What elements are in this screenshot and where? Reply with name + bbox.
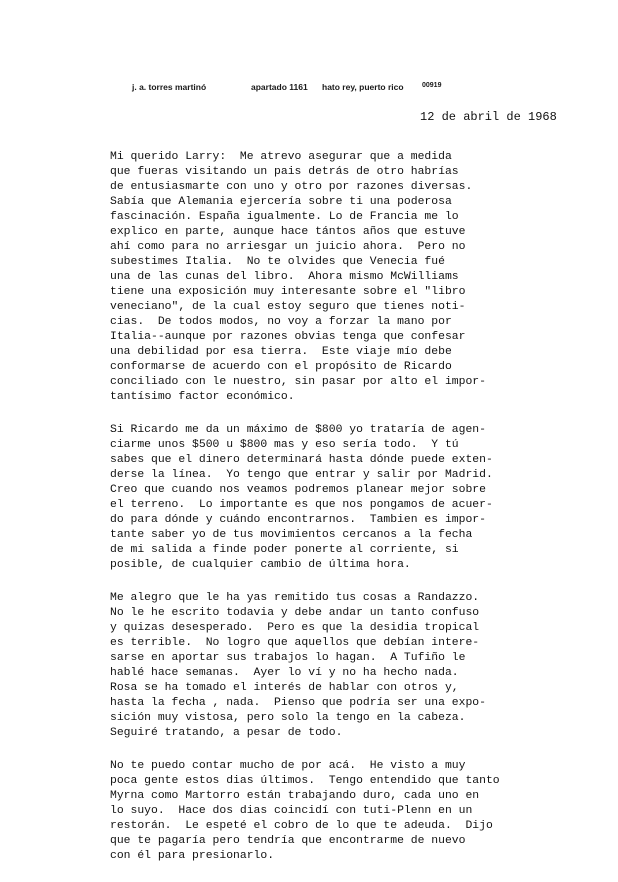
letter-line: restorán. Le espeté el cobro de lo que te adeuda. Dijo [110,820,493,832]
letter-line: una de las cunas del libro. Ahora mismo McWilliams [110,271,459,283]
letter-line: fascinación. España igualmente. Lo de Francia me lo [110,211,459,223]
letter-line: posible, de cualquier cambio de última hora. [110,559,411,571]
letter-line: Rosa se ha tomado el interés de hablar con otros y, [110,682,459,694]
letter-line: es terrible. No logro que aquellos que debían intere- [110,637,480,649]
letter-line: hablé hace semanas. Ayer lo ví y no ha hecho nada. [110,667,459,679]
letter-line: y quizas desesperado. Pero es que la desidia tropical [110,622,480,634]
letter-paragraph [110,759,580,864]
letter-line: de mi salida a finde poder ponerte al corriente, si [110,544,459,556]
letter-line: con él para presionarlo. [110,850,275,862]
letter-line: lo suyo. Hace dos dias coincidí con tuti-Plenn en un [110,805,473,817]
letter-line: que te pagaría pero tendría que encontrarme de nuevo [110,835,466,847]
letter-line: derse la línea. Yo tengo que entrar y salir por Madrid. [110,469,493,481]
letter-line: una debilidad por esa tierra. Este viaje mío debe [110,346,452,358]
letter-line: de entusiasmarte con uno y otro por razones diversas. [110,181,473,193]
letter-line: ahí como para no arriesgar un juicio ahora. Pero no [110,241,466,253]
letter-line: No le he escrito todavia y debe andar un tanto confuso [110,607,480,619]
letter-line: Si Ricardo me da un máximo de $800 yo trataría de agen- [110,424,486,436]
letter-line: poca gente estos dias últimos. Tengo entendido que tanto [110,775,500,787]
letter-line: No te puedo contar mucho de por acá. He visto a muy [110,760,466,772]
letter-line: conformarse de acuerdo con el propósito de Ricardo [110,361,452,373]
letter-line: ciarme unos $500 u $800 mas y eso sería todo. Y tú [110,439,459,451]
letter-line: sarse en aportar sus trabajos lo hagan. A Tufiño le [110,652,466,664]
letterhead-name: j. a. torres martinó [132,82,207,92]
letter-line: sabes que el dinero determinará hasta dónde puede exten- [110,454,493,466]
letter-line: subestimes Italia. No te olvides que Venecia fué [110,256,445,268]
letter-line: Sabía que Alemania ejercería sobre ti una poderosa [110,196,452,208]
letter-line: Mi querido Larry: Me atrevo asegurar que a medida [110,151,452,163]
letter-paragraph [110,150,580,405]
letter-paragraph [110,591,580,741]
letter-line: el terreno. Lo importante es que nos pongamos de acuer- [110,499,493,511]
letter-line: Creo que cuando nos veamos podremos planear mejor sobre [110,484,486,496]
letter-line: tante saber yo de tus movimientos cercanos a la fecha [110,529,473,541]
letterhead-city: hato rey, puerto rico [322,82,404,92]
letter-line: conciliado con le nuestro, sin pasar por alto el impor- [110,376,486,388]
letter-line: tantísimo factor económico. [110,391,295,403]
letter-line: cias. De todos modos, no voy a forzar la mano por [110,316,452,328]
letterhead-postal-code: 00919 [422,82,442,89]
letter-date: 12 de abril de 1968 [420,110,557,124]
letter-line: Seguiré tratando, a pesar de todo. [110,727,343,739]
letter-line: tiene una exposición muy interesante sobre el "libro [110,286,466,298]
letter-line: explico en parte, aunque hace tántos años que estuve [110,226,466,238]
letter-line: Italia--aunque por razones obvias tenga que confesar [110,331,466,343]
letter-line: que fueras visitando un pais detrás de otro habrías [110,166,459,178]
letter-body [110,150,580,882]
letterhead [132,82,472,96]
letter-line: Myrna como Martorro están trabajando duro, cada uno en [110,790,480,802]
letter-line: sición muy vistosa, pero solo la tengo en la cabeza. [110,712,466,724]
letter-line: do para dónde y cuándo encontrarnos. Tambien es impor- [110,514,486,526]
letterhead-box: apartado 1161 [251,82,308,92]
letter-line: Me alegro que le ha yas remitido tus cosas a Randazzo. [110,592,480,604]
letter-line: hasta la fecha , nada. Pienso que podría ser una expo- [110,697,486,709]
letter-paragraph [110,423,580,573]
letter-line: veneciano", de la cual estoy seguro que tienes noti- [110,301,466,313]
